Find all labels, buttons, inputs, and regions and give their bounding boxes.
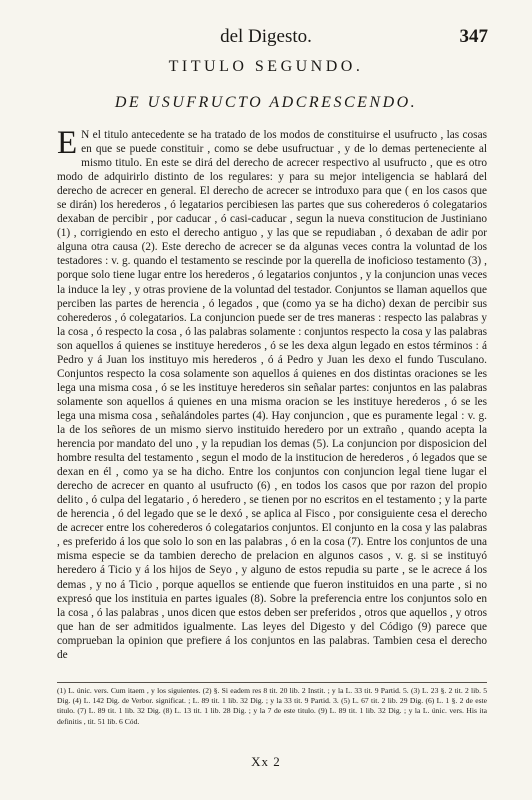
running-head-title: del Digesto. — [220, 26, 312, 47]
body-paragraph — [57, 125, 487, 662]
chapter-title: TITULO SEGUNDO. — [168, 58, 364, 75]
footnote-divider — [57, 682, 487, 683]
page-number: 347 — [459, 26, 488, 47]
section-title: DE USUFRUCTO ADCRESCENDO. — [114, 94, 418, 111]
drop-cap: E — [57, 125, 78, 161]
signature-mark: Xx 2 — [251, 754, 281, 769]
footnotes: (1) L. únic. vers. Cum itaem , y los siguientes. (2) §. Si eadem res 8 tit. 20 lib. 2 Instit. ; y la L. 33 tit. 9 Partid. 5. (3) L. 23 §. 2 tit. 2 lib. 5 Dig. (4) L. 142 Dig. de Verbor. significat. ; L. 89 tit. 1 lib. 32 Dig. ; y la 33 tit. 9 Partid. 3. (5) L. 67 tit. 2 lib. 29 Dig. (6) L. 1 §. 2 de este titulo. (7) L. 89 tit. 1 lib. 32 Dig. (8) L. 13 tit. 1 lib. 28 Dig. ; y la 7 de este titulo. (9) L. 89 tit. 1 lib. 32 Dig. ; y la L. únic. vers. His ita definitis , tit. 51 lib. 6 Cód. — [57, 686, 487, 726]
body-text: N el titulo antecedente se ha tratado de los modos de constituirse el usufructo , las cosas en que se puede constituir , como se debe usufructuar , y de lo demas perteneciente al mismo titulo. En este se dirá del derecho de acrecer respectivo al usufructo , que es otro modo de adquirirlo distinto de los regulares: y para su mejor inteligencia se hablará del derecho de acrecer en general. El derecho de acrecer se introduxo para que ( en los casos que se dirán) los herederos , ó legatarios percibiesen las partes que sus coherederos ó colegatarios dexaban de percibir , por caducar , ó casi-caducar , segun la nueva constitucion de Justiniano (1) , corrigiendo en esto el derecho antiguo , y las que se repudiaban , ó dexaban de adir por alguna otra causa (2). Este derecho de acrecer se da algunas veces contra la voluntad de los testadores : v. g. quando el testamento se rescinde por la querella de inoficioso testamento (3) , porque solo tiene lugar entre los herederos , ó legatarios conjuntos , y la conjuncion unas veces la induce la ley , y otras proviene de la voluntad del testador. Conjuntos se llaman aquellos que perciben las partes de herencia , ó legados , que (como ya se ha dicho) dexan de percibir sus coherederos , ó colegatarios. La conjuncion puede ser de tres maneras : respecto las palabras y la cosa , ó respecto la cosa , ó las palabras solamente : conjuntos respecto la cosa y las palabras son aquellos á quienes se instituye herederos , ó se les dexa algun legado en estos términos : á Pedro y á Juan los instituyo mis herederos , ó á Pedro y Juan les dexo el fundo Tusculano. Conjuntos respecto la cosa solamente son aquellos á quienes en dos distintas oraciones se les lega una misma cosa , ó se les instituye herederos sin señalar partes: conjuntos en las palabras solamente son aquellos á quienes en una misma oracion se les instituye herederos , ó se les lega una misma cosa , señalándoles partes (4). Hay conjuncion , que es puramente legal : v. g. la de los señores de un mismo siervo instituido heredero por un extraño , quando acepta la herencia por mandato del uno , y la repudian los demas (5). La conjuncion por disposicion del hombre resulta del testamento , segun el modo de la institucion de herederos , ó legados que se dexan en él , como ya se ha dicho. Entre los conjuntos con conjuncion legal tiene lugar el derecho de acrecer en quanto al usufructo (6) , en todos los casos que por razon del propio delito , ó culpa del legatario , ó heredero , se tienen por no escritos en el testamento ; y la parte de herencia , ó del legado que se le dexó , se aplica al Fisco , por consiguiente cesa el derecho de acrecer entre los coherederos ó colegatarios conjuntos. El conjunto en la cosa y las palabras , es preferido á los que solo lo son en las palabras , ó en la cosa (7). Entre los conjuntos de una misma especie se da tambien derecho de prelacion en algunos casos , v. g. si se instituyó heredero á Ticio y á los hijos de Seyo , y alguno de estos repudia su parte , se le acrece á los demas , y no á Ticio , porque aquellos se entiende que fueron instituidos en una parte , si no expresó que los instituia en partes iguales (8). Sobre la preferencia entre los conjuntos solo en la cosa , ó las palabras , unos dicen que estos deben ser preferidos , otros que aquellos , y otros que han de ser admitidos igualmente. Las leyes del Digesto y del Código (9) parece que comprueban la opinion que prefiere á los conjuntos en las palabras. Tambien cesa el derecho de — [57, 129, 487, 661]
running-head — [0, 26, 532, 50]
